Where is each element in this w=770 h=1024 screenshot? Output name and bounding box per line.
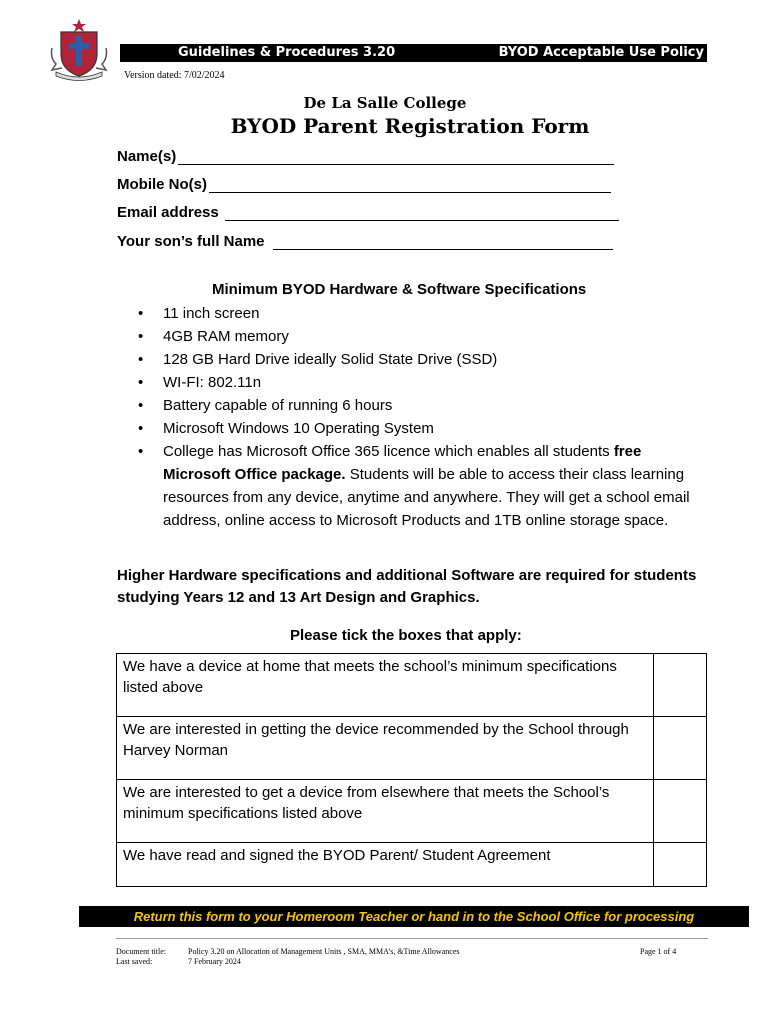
son-name-label: Your son’s full Name (117, 233, 265, 250)
policy-number: Guidelines & Procedures 3.20 (178, 45, 396, 60)
policy-name: BYOD Acceptable Use Policy (498, 45, 704, 60)
tick-table (116, 653, 707, 887)
tick-checkbox[interactable] (654, 717, 707, 780)
spec-item: • WI-FI: 802.11n (138, 374, 262, 391)
email-label: Email address (117, 204, 219, 221)
mobile-label: Mobile No(s) (117, 176, 207, 193)
footer-divider (116, 938, 708, 939)
name-field[interactable] (117, 148, 614, 165)
tick-row (117, 843, 707, 887)
spec-item: • Battery capable of running 6 hours (138, 397, 393, 414)
spec-item: • 128 GB Hard Drive ideally Solid State Drive (SSD) (138, 351, 498, 368)
footer-labels (116, 947, 166, 967)
tick-row (117, 717, 707, 780)
spec-item: • Microsoft Windows 10 Operating System (138, 420, 434, 437)
name-input-line[interactable] (178, 150, 614, 165)
mobile-input-line[interactable] (209, 178, 611, 193)
tick-option-text: We have a device at home that meets the school’s minimum specifications listed above (117, 654, 654, 717)
specs-heading: Minimum BYOD Hardware & Software Specifications (212, 281, 587, 298)
doc-title: Policy 3.20 on Allocation of Management Units , SMA, MMA’s, &Time Allowances (188, 947, 460, 956)
tick-row (117, 654, 707, 717)
return-instruction-bar: Return this form to your Homeroom Teacher or hand in to the School Office for processing (79, 906, 749, 927)
tick-row (117, 780, 707, 843)
doc-title-label: Document title: (116, 947, 166, 956)
tick-option-text: We are interested to get a device from elsewhere that meets the School’s minimum specifications listed above (117, 780, 654, 843)
college-crest-logo (48, 18, 110, 82)
form-title: BYOD Parent Registration Form (230, 114, 590, 138)
spec-item: • 11 inch screen (138, 305, 260, 322)
school-name: De La Salle College (303, 94, 467, 112)
tick-option-text: We have read and signed the BYOD Parent/ Student Agreement (117, 843, 654, 887)
specs-list (138, 302, 708, 532)
header-bar (120, 44, 707, 62)
email-field[interactable] (117, 204, 619, 221)
son-name-input-line[interactable] (273, 235, 613, 250)
son-name-field[interactable] (117, 233, 613, 250)
tick-checkbox[interactable] (654, 654, 707, 717)
saved-date: 7 February 2024 (188, 957, 241, 966)
spec-item-office: • College has Microsoft Office 365 licence which enables all students free Microsoft Office package. Students will be able to access their class learning resources from any device, anytime and anywhere. They will get a school email address, online access to Microsoft Products and 1TB online storage space. (138, 443, 690, 529)
tick-checkbox[interactable] (654, 843, 707, 887)
name-label: Name(s) (117, 148, 177, 165)
tick-checkbox[interactable] (654, 780, 707, 843)
tick-heading: Please tick the boxes that apply: (290, 627, 522, 644)
spec-item: • 4GB RAM memory (138, 328, 289, 345)
tick-option-text: We are interested in getting the device recommended by the School through Harvey Norman (117, 717, 654, 780)
higher-spec-note: Higher Hardware specifications and additional Software are required for students studying Years 12 and 13 Art Design and Graphics. (117, 567, 697, 606)
email-input-line[interactable] (225, 206, 619, 221)
mobile-field[interactable] (117, 176, 611, 193)
footer-values (188, 947, 459, 967)
page-number: Page 1 of 4 (640, 947, 677, 956)
saved-label: Last saved: (116, 957, 153, 966)
version-date: Version dated: 7/02/2024 (124, 70, 225, 81)
